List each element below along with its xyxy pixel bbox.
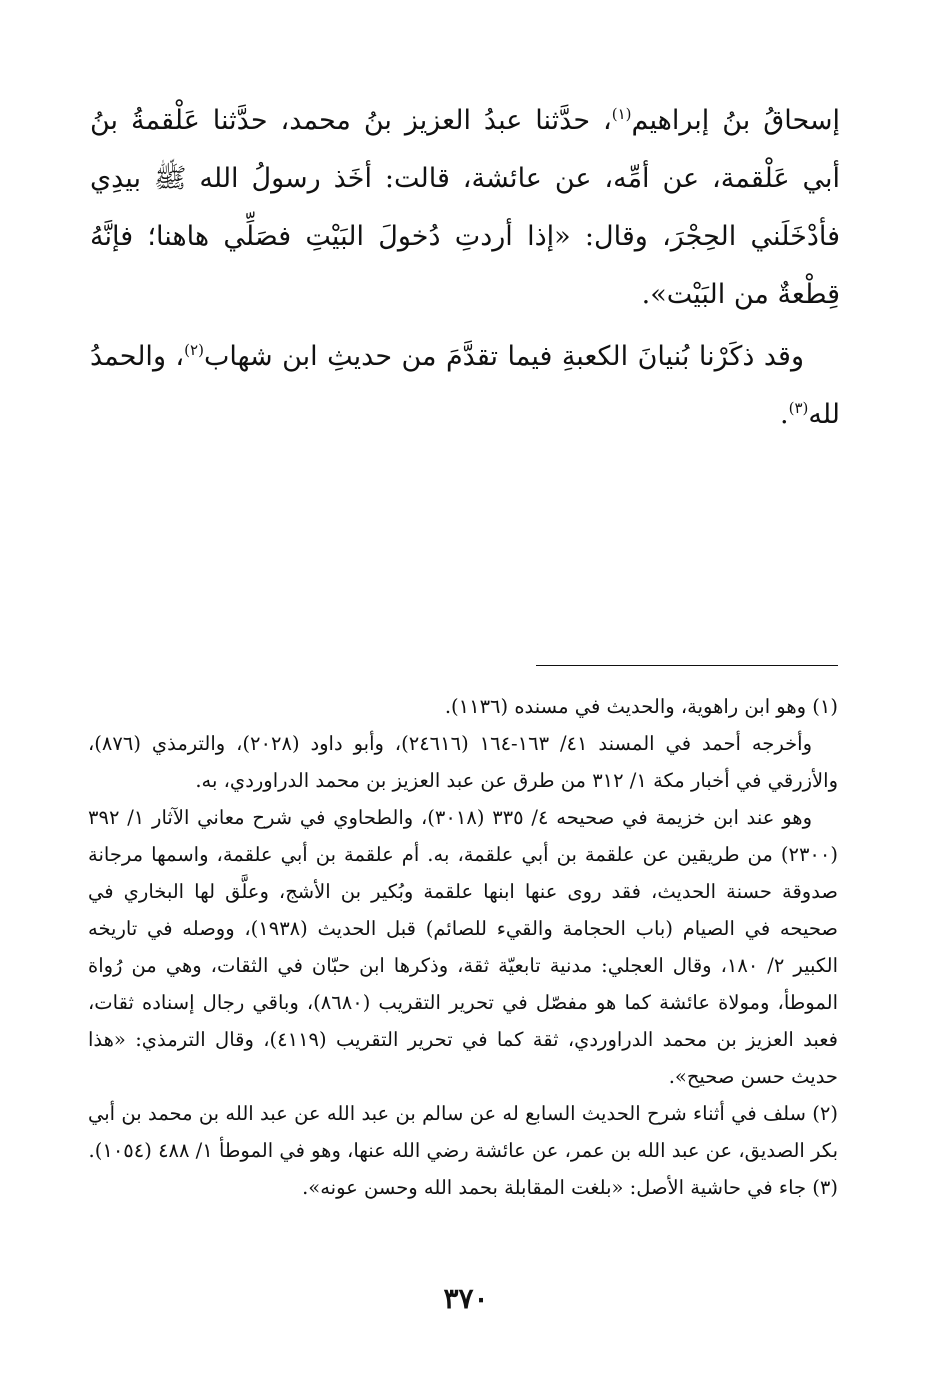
footnote-divider: [536, 665, 838, 666]
footnotes: [88, 688, 838, 1206]
main-paragraph-2-text-a: وقد ذكَرْنا بُنيانَ الكعبةِ فيما تقدَّمَ من حديثِ ابن شهاب: [203, 341, 804, 372]
footnote-1-intro: (١) وهو ابن راهوية، والحديث في مسنده (١١٣٦).: [444, 695, 838, 718]
page-number: ٣٧٠: [443, 1282, 489, 1315]
footnote-ref-1[interactable]: (١): [611, 105, 632, 123]
footnote-1-paragraph-1: وأخرجه أحمد في المسند ٤١/ ١٦٣-١٦٤ (٢٤٦١٦)، وأبو داود (٢٠٢٨)، والترمذي (٨٧٦)، والأزرقي في أخبار مكة ١/ ٣١٢ من طرق عن عبد العزيز بن محمد الدراوردي، به.: [88, 732, 838, 792]
main-paragraph-2: [90, 328, 840, 444]
main-text: [90, 92, 840, 444]
main-line-1: إسحاقُ بنُ إبراهيم: [631, 105, 841, 136]
footnote-1-paragraph-2: وهو عند ابن خزيمة في صحيحه ٤/ ٣٣٥ (٣٠١٨)، والطحاوي في شرح معاني الآثار ١/ ٣٩٢ (٢٣٠٠) من طريقين عن علقمة بن أبي علقمة، به. أم علقمة بن أبي علقمة، واسمها مرجانة صدوقة حسنة الحديث، فقد روى عنها ابنها علقمة وبُكير بن الأشج، وعلَّق لها البخاري في صحيحه في الصيام (باب الحجامة والقيء للصائم) قبل الحديث (١٩٣٨)، ووصله في تاريخه الكبير ٢/ ١٨٠، وقال العجلي: مدنية تابعيّة ثقة، وذكرها ابن حبّان في الثقات، وهي من رُواة الموطأ، ومولاة عائشة كما هو مفصّل في تحرير التقريب (٨٦٨٠)، وباقي رجال إسناده ثقات، فعبد العزيز بن محمد الدراوردي، ثقة كما في تحرير التقريب (٤١١٩)، وقال الترمذي: «هذا حديث حسن صحيح».: [88, 806, 839, 1088]
footnote-2: (٢) سلف في أثناء شرح الحديث السابع له عن سالم بن عبد الله عن عبد الله بن محمد بن أبي بكر الصديق، عن عبد الله بن عمر، عن عائشة رضي الله عنها، وهو في الموطأ ١/ ٤٨٨ (١٠٥٤).: [88, 1102, 838, 1162]
footnote-3: (٣) جاء في حاشية الأصل: «بلغت المقابلة بحمد الله وحسن عونه».: [302, 1176, 838, 1199]
main-paragraph-2-text-b: ، والحمدُ لله: [90, 341, 840, 430]
main-line-1-continued: ، حدَّثنا عبدُ العزيز بنُ محمد، حدَّثنا عَلْقمةُ بنُ أبي عَلْقمة، عن أمِّه، عن عائشة، قالت: أخَذ رسولُ الله ﷺ بيدِي فأدْخَلَني الحِجْرَ، وقال: «إذا أردتِ دُخولَ البَيْتِ فصَلِّي هاهنا؛ فإنَّهُ قِطْعةٌ من البَيْت».: [90, 105, 840, 310]
main-paragraph-2-text-c: .: [779, 399, 789, 430]
footnote-ref-3[interactable]: (٣): [788, 399, 809, 417]
footnote-ref-2[interactable]: (٢): [184, 341, 204, 359]
main-paragraph-1: [90, 92, 840, 324]
